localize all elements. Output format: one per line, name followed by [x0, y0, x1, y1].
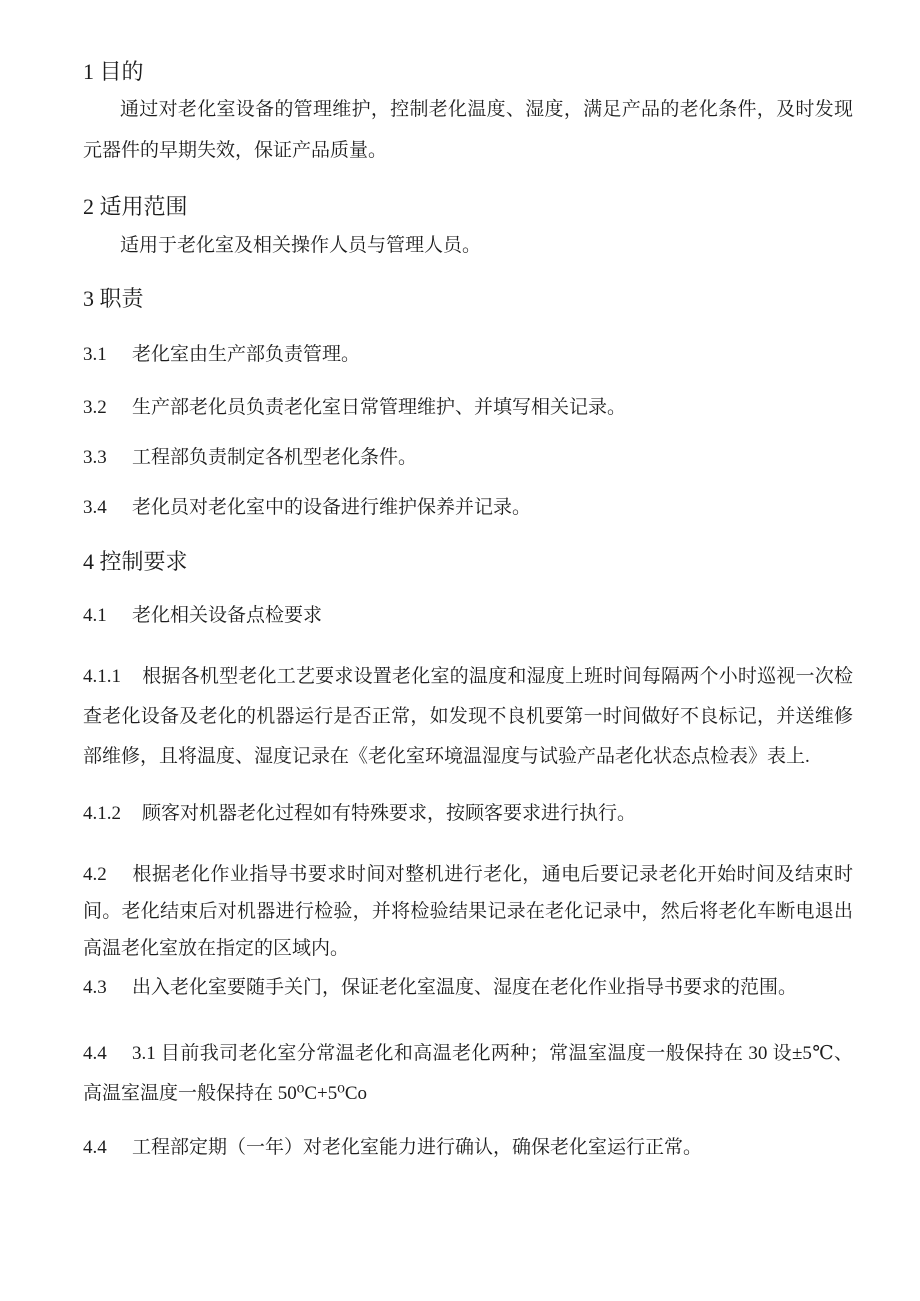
paragraph-line: 间。老化结束后对机器进行检验，并将检验结果记录在老化记录中，然后将老化车断电退出 [83, 901, 853, 922]
item-text: 工程部负责制定各机型老化条件。 [132, 447, 418, 468]
section-heading: 1 目的 [83, 59, 144, 84]
item-number: 3.3 [83, 447, 107, 468]
numbered-paragraph [83, 1034, 853, 1114]
paragraph-line: 元器件的早期失效，保证产品质量。 [83, 140, 388, 161]
numbered-paragraph [83, 801, 853, 827]
item-text: 生产部老化员负责老化室日常管理维护、并填写相关记录。 [132, 397, 627, 418]
paragraph-line [83, 975, 853, 1001]
item-text: 根据各机型老化工艺要求设置老化室的温度和湿度上班时间每隔两个小时巡视一次检 [142, 666, 853, 687]
item-text: 3.1 目前我司老化室分常温老化和高温老化两种；常温室温度一般保持在 30 设±5℃、 [132, 1043, 853, 1064]
paragraph-line [83, 657, 853, 697]
item-number: 4.1.1 [83, 666, 121, 687]
section-heading: 4 控制要求 [83, 549, 188, 574]
paragraph-line: 高温老化室放在指定的区域内。 [83, 938, 350, 959]
numbered-paragraph [83, 657, 853, 777]
paragraph-line [83, 495, 853, 521]
paragraph-line [83, 801, 853, 827]
numbered-paragraph [83, 603, 853, 629]
numbered-paragraph [83, 395, 853, 421]
item-number: 3.1 [83, 344, 107, 365]
paragraph-line: 高温室温度一般保持在 50⁰C+5⁰Co [83, 1083, 368, 1104]
item-number: 3.2 [83, 397, 107, 418]
item-text: 老化相关设备点检要求 [132, 605, 323, 626]
item-text: 老化员对老化室中的设备进行维护保养并记录。 [132, 497, 532, 518]
item-number: 3.4 [83, 497, 107, 518]
paragraph-line: 查老化设备及老化的机器运行是否正常，如发现不良机要第一时间做好不良标记，并送维修 [83, 706, 853, 727]
item-number: 4.1.2 [83, 803, 121, 824]
item-text: 出入老化室要随手关门，保证老化室温度、湿度在老化作业指导书要求的范围。 [132, 977, 798, 998]
item-text: 顾客对机器老化过程如有特殊要求，按顾客要求进行执行。 [142, 803, 637, 824]
paragraph-line [83, 603, 853, 629]
numbered-paragraph [83, 1135, 853, 1161]
paragraph-line [83, 445, 853, 471]
item-text: 老化室由生产部负责管理。 [132, 344, 361, 365]
numbered-paragraph [83, 342, 853, 368]
paragraph-line [83, 395, 853, 421]
numbered-paragraph [83, 975, 853, 1001]
paragraph [83, 89, 853, 171]
item-number: 4.3 [83, 977, 107, 998]
paragraph-line [83, 1034, 853, 1074]
section-heading: 3 职责 [83, 286, 144, 311]
paragraph-line [83, 856, 853, 893]
section-heading: 2 适用范围 [83, 194, 188, 219]
numbered-paragraph [83, 445, 853, 471]
numbered-paragraph [83, 856, 853, 967]
item-text: 工程部定期（一年）对老化室能力进行确认，确保老化室运行正常。 [132, 1137, 703, 1158]
item-number: 4.2 [83, 864, 107, 885]
item-number: 4.4 [83, 1043, 107, 1064]
paragraph-line: 适用于老化室及相关操作人员与管理人员。 [120, 235, 482, 256]
numbered-paragraph [83, 495, 853, 521]
item-number: 4.1 [83, 605, 107, 626]
paragraph-line [83, 1135, 853, 1161]
paragraph-line: 通过对老化室设备的管理维护，控制老化温度、湿度，满足产品的老化条件，及时发现 [120, 99, 853, 120]
item-number: 4.4 [83, 1137, 107, 1158]
paragraph [83, 225, 853, 266]
paragraph-line [83, 342, 853, 368]
item-text: 根据老化作业指导书要求时间对整机进行老化，通电后要记录老化开始时间及结束时 [132, 864, 853, 885]
paragraph-line: 部维修，且将温度、湿度记录在《老化室环境温湿度与试验产品老化状态点检表》表上. [83, 746, 810, 767]
